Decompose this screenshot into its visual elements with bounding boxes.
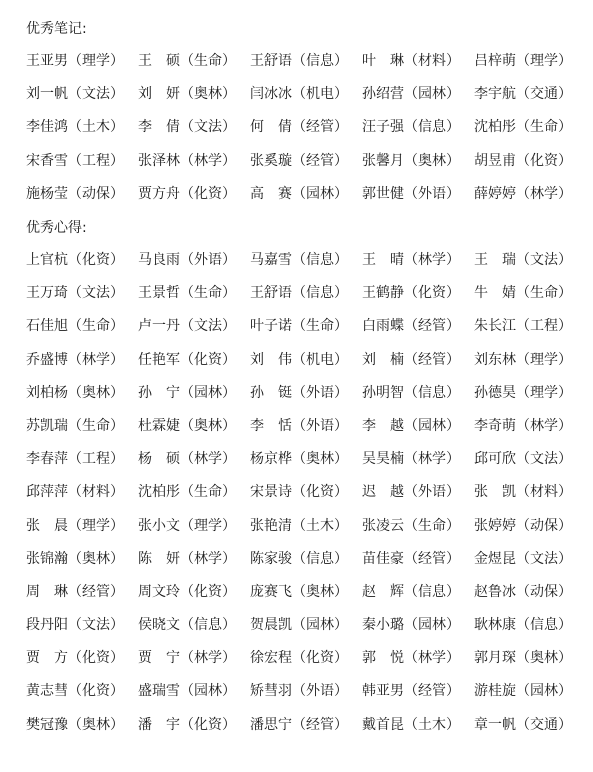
student-entry: 邱萍萍（材料）	[26, 484, 124, 501]
student-entry: 黄志彗（化资）	[26, 683, 124, 700]
student-entry: 叶子诺（生命）	[250, 318, 348, 335]
student-entry: 戴首昆（土木）	[362, 716, 460, 733]
student-entry: 徐宏程（化资）	[250, 650, 348, 667]
student-entry: 刘一帆（文法）	[26, 86, 124, 103]
student-entry: 周 琳（经管）	[26, 583, 124, 600]
student-entry: 高 赛（园林）	[250, 185, 348, 202]
student-entry: 段丹阳（文法）	[26, 617, 124, 634]
student-entry: 赵 辉（信息）	[362, 583, 460, 600]
name-row	[26, 549, 586, 582]
name-row	[26, 51, 586, 84]
student-entry: 刘 楠（经管）	[362, 351, 460, 368]
student-entry: 张 晨（理学）	[26, 517, 124, 534]
student-entry: 孙 宁（园林）	[138, 384, 236, 401]
student-entry: 王舒语（信息）	[250, 285, 348, 302]
student-entry: 郭 悦（林学）	[362, 650, 460, 667]
student-entry: 孙绍营（园林）	[362, 86, 460, 103]
student-entry: 卢一丹（文法）	[138, 318, 236, 335]
student-entry: 郭月琛（奥林）	[474, 650, 572, 667]
student-entry: 朱长江（工程）	[474, 318, 572, 335]
honor-list-reflections	[26, 250, 586, 748]
student-entry: 石佳旭（生命）	[26, 318, 124, 335]
student-entry: 何 倩（经管）	[250, 119, 348, 136]
student-entry: 马良雨（外语）	[138, 252, 236, 268]
student-entry: 樊冠豫（奥林）	[26, 716, 124, 733]
student-entry: 潘思宁（经管）	[250, 716, 348, 733]
student-entry: 陈 妍（林学）	[138, 550, 236, 567]
student-entry: 李 恬（外语）	[250, 417, 348, 434]
student-entry: 张婷婷（动保）	[474, 517, 572, 534]
name-row	[26, 350, 586, 383]
student-entry: 侯晓文（信息）	[138, 617, 236, 634]
student-entry: 张奚璇（经管）	[250, 152, 348, 169]
student-entry: 苏凯瑞（生命）	[26, 417, 124, 434]
student-entry: 周文玲（化资）	[138, 583, 236, 600]
student-entry: 章一帆（交通）	[474, 716, 572, 733]
student-entry: 贾方舟（化资）	[138, 185, 236, 202]
student-entry: 孙 铤（外语）	[250, 384, 348, 401]
student-entry: 杨京桦（奥林）	[250, 451, 348, 468]
name-row	[26, 449, 586, 482]
student-entry: 张 凯（材料）	[474, 484, 572, 501]
student-entry: 刘 伟（机电）	[250, 351, 348, 368]
student-entry: 王鹤静（化资）	[362, 285, 460, 302]
student-entry: 汪子强（信息）	[362, 119, 460, 136]
student-entry: 孙德昊（理学）	[474, 384, 572, 401]
student-entry: 沈柏彤（生命）	[474, 119, 572, 136]
student-entry: 贺晨凯（园林）	[250, 617, 348, 634]
student-entry: 杜霖婕（奥林）	[138, 417, 236, 434]
honor-list-notes	[26, 51, 586, 217]
section-title-notes: 优秀笔记:	[26, 21, 87, 37]
student-entry: 杨 硕（林学）	[138, 451, 236, 468]
student-entry: 张锦瀚（奥林）	[26, 550, 124, 567]
student-entry: 刘东林（理学）	[474, 351, 572, 368]
student-entry: 王景哲（生命）	[138, 285, 236, 302]
student-entry: 张凌云（生命）	[362, 517, 460, 534]
name-row	[26, 117, 586, 150]
student-entry: 秦小璐（园林）	[362, 617, 460, 634]
student-entry: 沈柏彤（生命）	[138, 484, 236, 501]
student-entry: 潘 宇（化资）	[138, 716, 236, 733]
student-entry: 闫冰冰（机电）	[250, 86, 348, 103]
student-entry: 矫彗羽（外语）	[250, 683, 348, 700]
student-entry: 王亚男（理学）	[26, 53, 124, 69]
student-entry: 李 越（园林）	[362, 417, 460, 434]
student-entry: 迟 越（外语）	[362, 484, 460, 501]
student-entry: 盛瑞雪（园林）	[138, 683, 236, 700]
section-title-reflections: 优秀心得:	[26, 220, 87, 236]
name-row	[26, 151, 586, 184]
name-row	[26, 84, 586, 117]
student-entry: 叶 琳（材料）	[362, 53, 460, 69]
student-entry: 任艳军（化资）	[138, 351, 236, 368]
name-row	[26, 681, 586, 714]
student-entry: 王万琦（文法）	[26, 285, 124, 302]
student-entry: 张泽林（林学）	[138, 152, 236, 169]
name-row	[26, 582, 586, 615]
student-entry: 贾 方（化资）	[26, 650, 124, 667]
student-entry: 王舒语（信息）	[250, 53, 348, 69]
student-entry: 王 晴（林学）	[362, 252, 460, 268]
student-entry: 孙明智（信息）	[362, 384, 460, 401]
name-row	[26, 516, 586, 549]
student-entry: 张小文（理学）	[138, 517, 236, 534]
student-entry: 苗佳豪（经管）	[362, 550, 460, 567]
student-entry: 陈家骏（信息）	[250, 550, 348, 567]
name-row	[26, 383, 586, 416]
student-entry: 上官杭（化资）	[26, 252, 124, 268]
student-entry: 邱可欣（文法）	[474, 451, 572, 468]
student-entry: 赵鲁冰（动保）	[474, 583, 572, 600]
name-row	[26, 715, 586, 748]
student-entry: 施杨莹（动保）	[26, 185, 124, 202]
student-entry: 郭世健（外语）	[362, 185, 460, 202]
student-entry: 游桂旋（园林）	[474, 683, 572, 700]
student-entry: 宋景诗（化资）	[250, 484, 348, 501]
name-row	[26, 283, 586, 316]
name-row	[26, 250, 586, 283]
student-entry: 李宇航（交通）	[474, 86, 572, 103]
student-entry: 刘柏杨（奥林）	[26, 384, 124, 401]
name-row	[26, 482, 586, 515]
student-entry: 贾 宁（林学）	[138, 650, 236, 667]
name-row	[26, 184, 586, 217]
student-entry: 乔盛博（林学）	[26, 351, 124, 368]
student-entry: 白雨蝶（经管）	[362, 318, 460, 335]
name-row	[26, 416, 586, 449]
student-entry: 庞赛飞（奥林）	[250, 583, 348, 600]
student-entry: 马嘉雪（信息）	[250, 252, 348, 268]
student-entry: 李春萍（工程）	[26, 451, 124, 468]
student-entry: 王 瑞（文法）	[474, 252, 572, 268]
student-entry: 胡昱甫（化资）	[474, 152, 572, 169]
student-entry: 李 倩（文法）	[138, 119, 236, 136]
student-entry: 宋香雪（工程）	[26, 152, 124, 169]
name-row	[26, 615, 586, 648]
student-entry: 金煜昆（文法）	[474, 550, 572, 567]
student-entry: 李佳鸿（土木）	[26, 119, 124, 136]
student-entry: 李奇萌（林学）	[474, 417, 572, 434]
student-entry: 吕梓萌（理学）	[474, 53, 572, 69]
student-entry: 牛 婧（生命）	[474, 285, 572, 302]
student-entry: 韩亚男（经管）	[362, 683, 460, 700]
student-entry: 刘 妍（奥林）	[138, 86, 236, 103]
student-entry: 吴昊楠（林学）	[362, 451, 460, 468]
student-entry: 张馨月（奥林）	[362, 152, 460, 169]
name-row	[26, 648, 586, 681]
student-entry: 耿林康（信息）	[474, 617, 572, 634]
student-entry: 薛婷婷（林学）	[474, 185, 572, 202]
name-row	[26, 316, 586, 349]
student-entry: 张艳清（土木）	[250, 517, 348, 534]
student-entry: 王 硕（生命）	[138, 53, 236, 69]
